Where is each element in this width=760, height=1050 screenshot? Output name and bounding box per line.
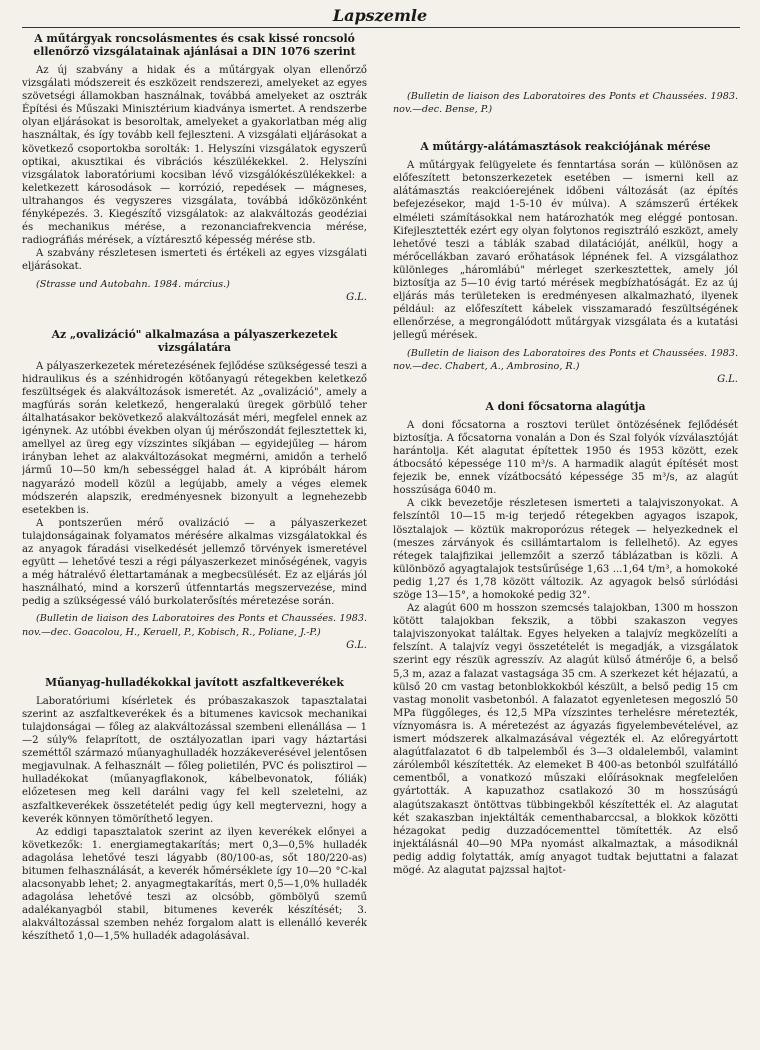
header-rule [22,27,740,28]
article-title: Az „ovalizáció" alkalmazása a pályaszerkezetek vizsgálatára [51,327,338,354]
article-muanyag-hulladek [22,676,367,944]
article-paragraph: Laboratóriumi kísérletek és próbaszakaszok tapasztalatai szerint az aszfaltkeverékek és a bitumenes kavicsok mechanikai tulajdonságai — főleg az alakváltozással szembeni ellenállása — 1—2 súly% felaprított, de osztályozatlan ipari vagy háztartási szeméttől származó műanyaghulladék hozzákeverésével jelentősen megjavulnak. A felhasznált — főleg polietilén, PVC és polisztirol — hulladékokat (műanyagflakonok, kábelbevonatok, fóliák) előzetesen meg kell darálni vagy fel kell szeletelni, az aszfaltkeverékek összetételét pedig úgy kell megtervezni, hogy a keverék könnyen tömöríthető legyen. [22,695,367,825]
article-paragraph: Az alagút 600 m hosszon szemcsés talajokban, 1300 m hosszon kötött talajokban fekszik, a többi szakaszon vegyes talajviszonyokat találtak. Egyes helyeken a talajvíz megközelíti a felszínt. A talajvíz vegyi összetételét is megadják, a vizsgálatok szerint egy részük agresszív. Az alagút külső átmérője 6, a belső 5,3 m, azaz a falazat vastagsága 35 cm. A szerkezet két héjazatú, a külső 20 cm vastag betonblokkokból készült, a belső pedig 15 cm vastag monolit vasbetonból. A falazatot egyenletesen megoszló 50 MPa függőleges, és 12,5 MPa vízszintes terhelésre méretezték, víznyomásra is. A méretezést az ágyazás figyelembevételével, az ismert módszerek alkalmazásával végezték el. Az előregyártott alagútfalazatot 6 db talpelemből és 3—3 oldalelemből, valamint zárólemből készítették. Az elemeket B 400-as betonból szulfátálló cementből, a vonatkozó műszaki előírásoknak megfelelően gyártották. A kapuzathoz csatlakozó 30 m hosszúságú alagútszakaszt öntöttvas tübbingekből készítették el. Az alagutat két szakaszban injektálták cementhabarccsal, a blokkok közötti hézagokat pedig duzzadócementtel tömítették. Az első injektálásnál 40—90 MPa nyomást alkalmaztak, a másodiknál pedig addig folytatták, amíg anyagot tudtak bejuttatni a falazat mögé. Az alagutat pajzssal hajtot- [393,603,738,876]
article-paragraph: A pontszerűen mérő ovalizáció — a pályaszerkezet tulajdonságainak folyamatos mérésére alkalmas vizsgálatokkal és az anyagok fáradási viselkedését jellemző törvények ismeretével együtt — lehetővé teszi a régi pályaszerkezet minőségének, vagyis a még hátralévő élettartamának a megbecsülését. Ez az eljárás jól használható, mind a korszerű útfenntartás megszervezése, mind pedig a szükségessé váló burkolaterősítés méretezése során. [22,517,367,608]
article-paragraph: A pályaszerkezetek méretezésének fejlődése szükségessé teszi a hidraulikus és a szénhidrogén kötőanyagú rétegekben keletkező feszültségek és alakváltozások ismeretét. Az „ovalizáció", amely a magfúrás során keletkező, hengeralakú üregek görbülő teher általhatásakor bekövetkező alakváltozását méri, megfelel ennek az igénynek. Az utóbbi években olyan új mérőszondát fejlesztettek ki, amellyel az üreg egy vízszintes síkjában — egyidejűleg — három irányban lehet az alakváltozásokat megmérni, amidőn a terhelő jármű 10—50 km/h sebességgel halad át. A kipróbált három nagyarázó modell közül a legújabb, amely a véges elemek módszerén alapszik, eredményesnek bizonyult a legnehezebb esetekben is. [22,360,367,516]
left-column [22,32,367,1044]
article-source: (Bulletin de liaison des Laboratoires des Ponts et Chaussées. 1983. nov.—dec. Goacolou, H., Keraell, P., Kobisch, R., Poliane, J.-P.) [22,613,367,638]
article-title: A doni főcsatorna alagútja [485,399,646,413]
article-source: (Bulletin de liaison des Laboratoires des Ponts et Chaussées. 1983. nov.—dec. Bense, P.) [393,91,738,116]
right-column [393,32,738,1044]
article-paragraph: A szabvány részletesen ismerteti és értékeli az egyes vizsgálati eljárásokat. [22,248,367,273]
article-source: (Strasse und Autobahn. 1984. március.) [36,278,230,290]
article-paragraph: Az eddigi tapasztalatok szerint az ilyen keverékek előnyei a következők: 1. energiamegtakarítás; mert 0,3—0,5% hulladék adagolása lehetővé teszi lágyabb (80/100-as, sőt 180/220-as) bitumen felhasználását, a keverék hőmérséklete így 10—20 °C-kal alacsonyabb lehet; 2. anyagmegtakarítás, mert 0,5—1,0% hulladék adagolása lehetővé teszi az olcsóbb, gömbölyű szemű adalékanyagból stabil, bitumenes keverék készítését; 3. alakváltozással szemben nehéz forgalom alatt is ellenálló keverék készíthető 1,0—1,5% hulladék adagolásával. [22,826,367,943]
article-paragraph: A cikk bevezetője részletesen ismerteti a talajviszonyokat. A felszíntől 10—15 m-ig terjedő rétegekben agyagos iszapok, lösztalajok — köztük makroporózus rétegek — helyezkednek el (meszes zárványok és csillámtartalom is fellelhető). Az egyes rétegek talajfizikai jellemzőit a szerző táblázatban is közli. A különböző agyagtalajok testsűrűsége 1,63 ...1,64 t/m³, a homokoké pedig 1,27 és 1,78 között változik. Az agyagok belső súrlódási szöge 13—15°, a homokoké pedig 32°. [393,498,738,601]
article-signature: G.L. [717,373,738,385]
article-title: A műtárgyak roncsolásmentes és csak kissé roncsoló ellenőrző vizsgálatainak ajánlásai a DIN 1076 szerint [33,32,356,58]
article-paragraph: Az új szabvány a hidak és a műtárgyak olyan ellenőrző vizsgálati módszereit és eszközeit rendszerezi, amelyeket az egyes szövetségi államokban használnak, továbbá amelyeket az osztrák Építési és Műszaki Minisztérium kiadványa ismertet. A rendszerbe olyan eljárásokat is besoroltak, amelyeket a gyakorlatban még alig használtak, és így tovább kell fejleszteni. A vizsgálati eljárásokat a következő csoportokba sorolták: 1. Helyszíni vizsgálatok egyszerű optikai, akusztikai és vibrációs készülékekkel. 2. Helyszíni vizsgálatok laboratóriumi kocsiban lévő vizsgálókészülékekkel: a keletkezett károsodások — korrózió, repedések — mágneses, ultrahangos és vegyszeres vizsgálata, továbbá időközönként fényképezés. 3. Kiegészítő vizsgálatok: az alakváltozás geodéziai és mechanikus mérése, a rezonanciafrekvencia mérése, radiográfiás mérések, a víztáresztő képesség mérése stb. [22,65,367,247]
article-ovalizacio [22,328,367,652]
article-doni-focsatorna [393,400,738,877]
page-header: Lapszemle [332,6,428,25]
article-din-1076 [22,32,367,304]
article-paragraph: A műtárgyak felügyelete és fenntartása során — különösen az előfeszített betonszerkezetek esetében — ismerni kell az alátámasztás reakcióerejének időbeni változását (az építés befejezésekor, majd 1-5-10 év múlva). A számszerű értékek elméleti számításokkal nem határozhatók meg eléggé pontosan. Kifejlesztették ezért egy olyan folytonos regisztráló eszközt, amely lehetővé teszi a táblák szabad dilatációját, anélkül, hogy a mérőcellákban zavaró erőhatások lépnének fel. A vizsgálathoz különleges „háromlábú" mérleget szerkesztettek, amely jól biztosítja az 5—10 évig tartó mérések megbízhatóságát. Ez az új eljárás más területeken is eredményesen alkalmazható, ilyenek például: az előfeszített kábelek visszamaradó feszültségének ellenőrzése, a megrongálódott műtárgyak vizsgálata és a kutatási jellegű mérések. [393,160,738,342]
article-muanyag-hulladek-continued [393,90,738,116]
article-reakcio-meres [393,140,738,386]
article-paragraph: A doni főcsatorna a rosztovi terület öntözésének fejlődését biztosítja. A főcsatorna vonalán a Don és Szal folyók vízválasztóját harántolja. Két alagutat építettek 1950 és 1953 között, ezek átbocsátó képessége 110 m³/s. A harmadik alagút építését most fejezik be, ennek vízátbocsátó képessége 35 m³/s, az alagút hosszúsága 6040 m. [393,419,738,497]
article-title: Műanyag-hulladékokkal javított aszfaltkeverékek [45,675,344,689]
article-signature: G.L. [346,291,367,303]
article-source: (Bulletin de liaison des Laboratoires des Ponts et Chaussées. 1983. nov.—dec. Chabert, A., Ambrosino, R.) [393,347,738,372]
article-title: A műtárgy-alátámasztások reakciójának mérése [420,140,711,154]
article-signature: G.L. [346,639,367,651]
